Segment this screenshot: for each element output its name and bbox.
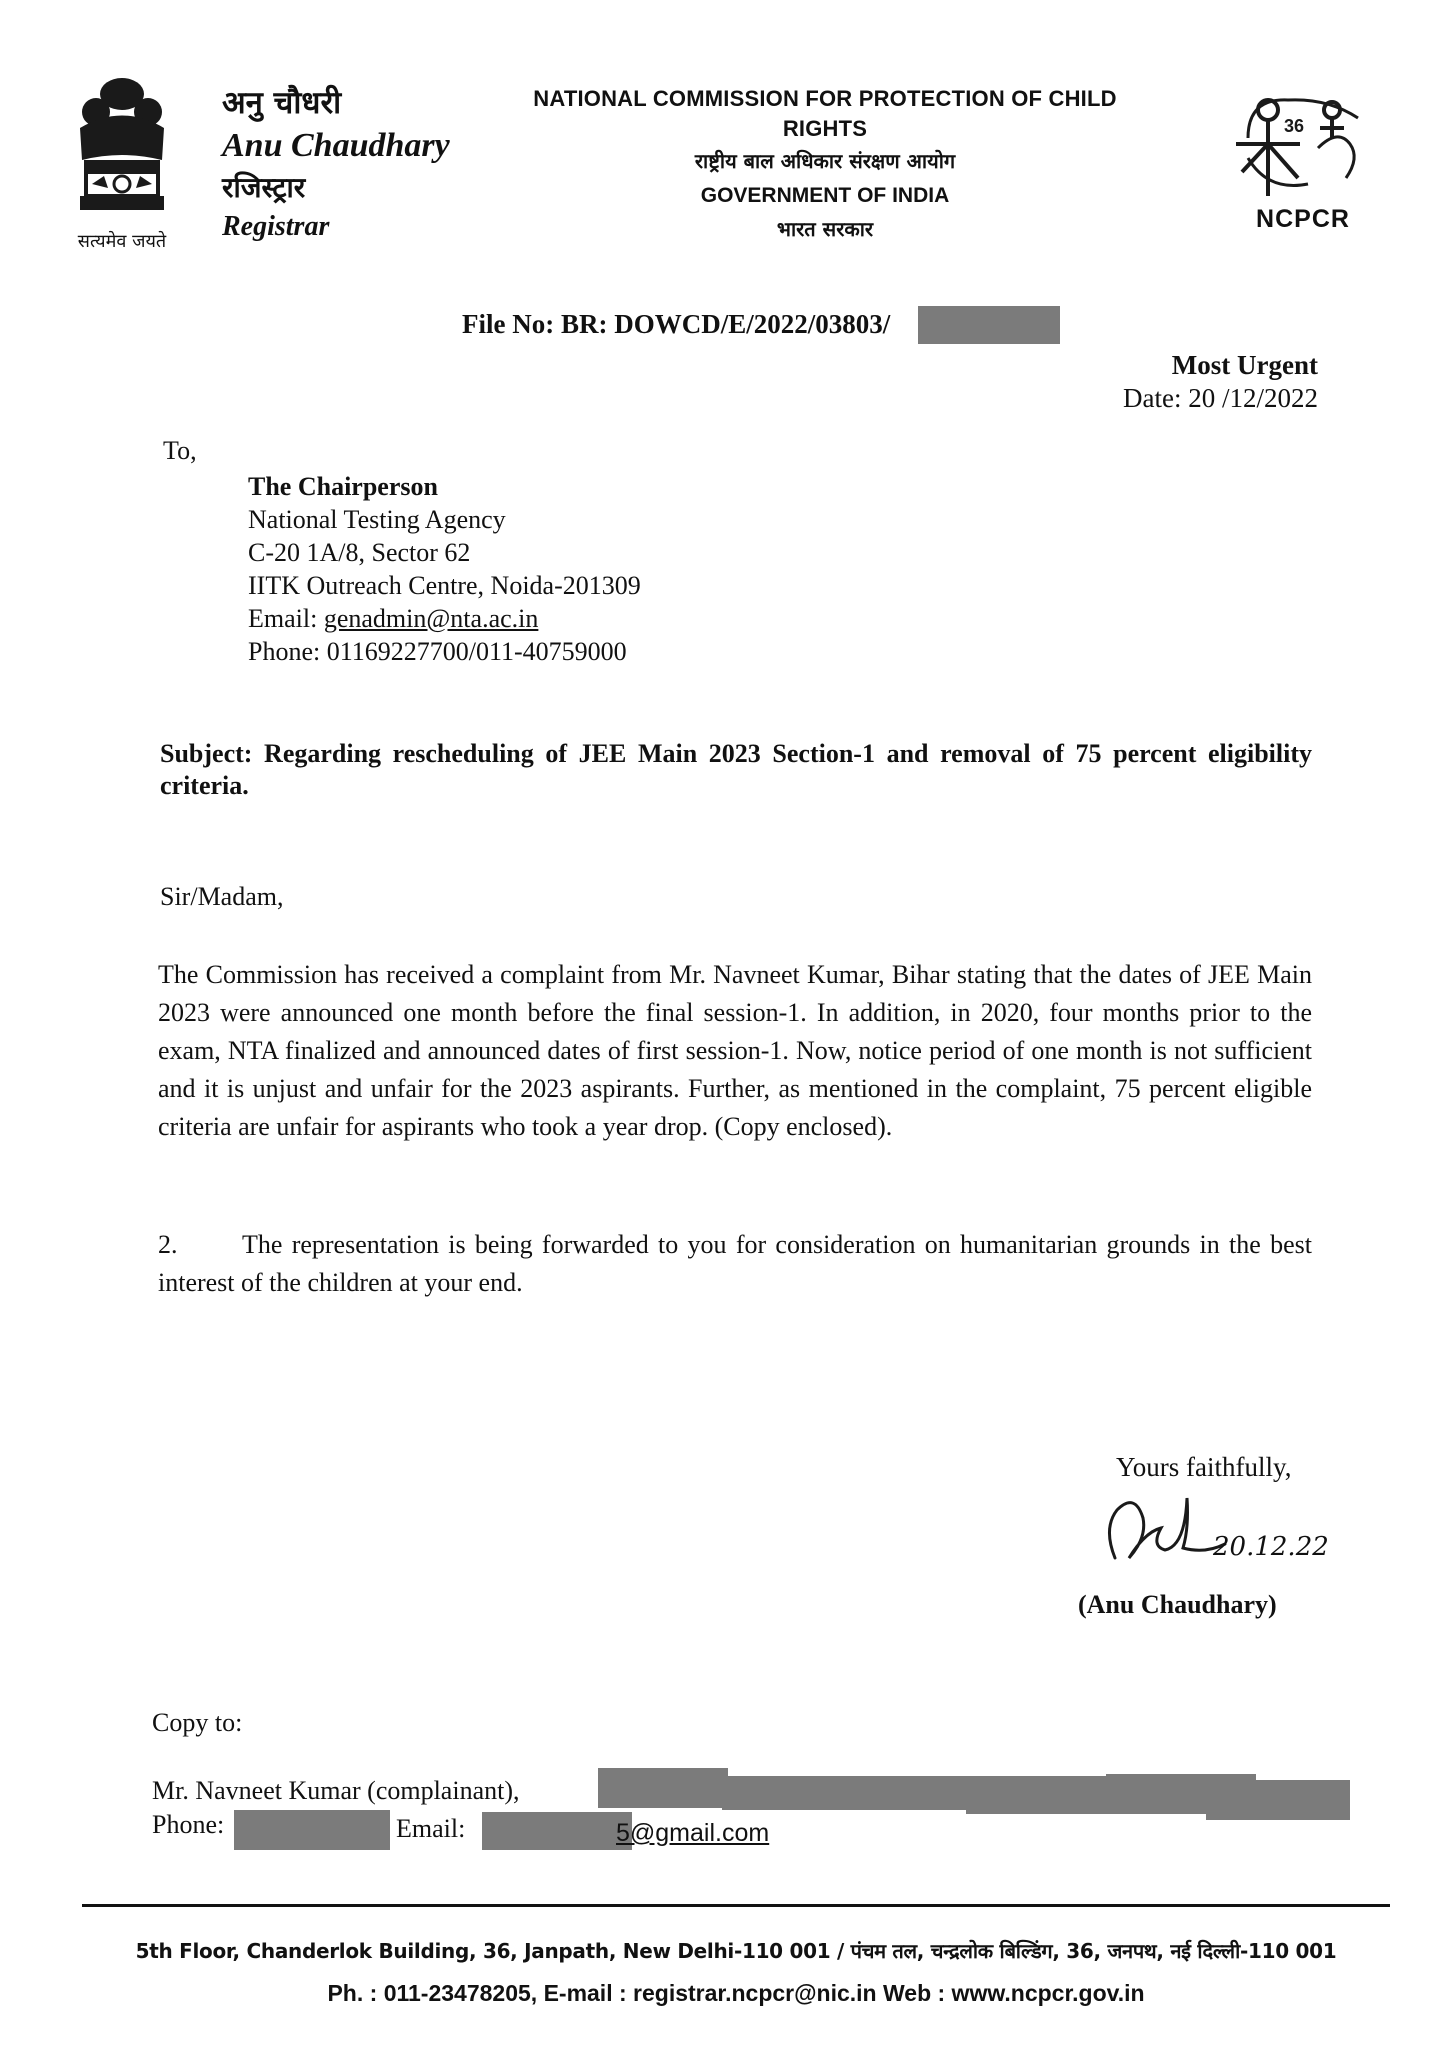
emblem-motto: सत्यमेव जयते (77, 231, 167, 252)
copy-to-email-partial: 5@gmail.com (616, 1819, 770, 1847)
addressee-block (248, 470, 641, 668)
national-emblem (62, 68, 182, 252)
government-label: GOVERNMENT OF INDIA (700, 184, 950, 207)
redacted-phone (234, 1810, 390, 1850)
signature (1095, 1488, 1365, 1578)
redacted-file-suffix (918, 306, 1060, 344)
registrar-name: Anu Chaudhary (222, 127, 450, 164)
email-label: Email: (248, 604, 324, 633)
salutation-to: To, (163, 436, 197, 465)
closing: Yours faithfully, (1116, 1452, 1292, 1482)
priority-label: Most Urgent (1171, 350, 1318, 380)
logo-mark-text: 36 (1284, 116, 1305, 136)
government-label-hindi: भारत सरकार (776, 217, 874, 241)
signature-date: 20.12.22 (1213, 1532, 1329, 1562)
registrar-title-hindi: रजिस्ट्रार (222, 171, 306, 204)
addressee-line: National Testing Agency (248, 505, 506, 534)
file-number: File No: BR: DOWCD/E/2022/03803/ (462, 309, 891, 339)
copy-to-label: Copy to: (152, 1708, 243, 1737)
redacted-address-3 (966, 1776, 1114, 1814)
subject-line: Subject: Regarding rescheduling of JEE Main 2023 Section-1 and removal of 75 percent eligibility criteria. (160, 739, 1312, 800)
organization-header (500, 84, 1150, 244)
addressee-title: The Chairperson (248, 472, 438, 501)
redacted-address-5 (1206, 1780, 1350, 1820)
addressee-phone: Phone: 01169227700/011-40759000 (248, 637, 627, 666)
addressee-line: IITK Outreach Centre, Noida-201309 (248, 571, 641, 600)
redacted-address-2 (722, 1776, 984, 1810)
signatory-name: (Anu Chaudhary) (1078, 1590, 1277, 1619)
addressee-email-link[interactable]: genadmin@nta.ac.in (323, 604, 539, 633)
greeting: Sir/Madam, (160, 882, 284, 911)
copy-to-phone-label: Phone: (152, 1810, 225, 1839)
registrar-block (222, 82, 450, 246)
body-paragraph-2-text: The representation is being forwarded to you for consideration on humanitarian grounds in the best interest of the children at your end. (158, 1230, 1312, 1297)
registrar-title: Registrar (222, 211, 330, 242)
body-paragraph-1: The Commission has received a complaint from Mr. Navneet Kumar, Bihar stating that the dates of JEE Main 2023 were announced one month before the final session-1. In addition, in 2020, four months prior to the exam, NTA finalized and announced dates of first session-1. Now, notice period of one month is not sufficient and it is unjust and unfair for the 2023 aspirants. Further, as mentioned in the complaint, 75 percent eligible criteria are unfair for aspirants who took a year drop. (Copy enclosed). (158, 960, 1312, 1141)
letter-date: Date: 20 /12/2022 (1123, 383, 1318, 413)
ncpcr-logo (1228, 88, 1378, 233)
copy-to-email-label: Email: (396, 1814, 466, 1843)
body-paragraph-2 (158, 1226, 1312, 1302)
registrar-name-hindi: अनु चौधरी (222, 85, 342, 121)
footer-divider (82, 1904, 1390, 1907)
addressee-line: C-20 1A/8, Sector 62 (248, 538, 471, 567)
addressee-email-row (248, 602, 641, 635)
organization-name-hindi: राष्ट्रीय बाल अधिकार संरक्षण आयोग (694, 149, 956, 173)
footer-contact: Ph. : 011-23478205, E-mail : registrar.ncpcr@nic.in Web : www.ncpcr.gov.in (327, 1980, 1145, 2006)
logo-text: NCPCR (1256, 205, 1350, 233)
footer-address: 5th Floor, Chanderlok Building, 36, Janpath, New Delhi-110 001 / पंचम तल, चन्द्रलोक बिल्डिंग, 36, जनपथ, नई दिल्ली-110 001 (135, 1939, 1337, 1963)
redacted-address-1 (598, 1768, 728, 1808)
body-paragraph-2-number: 2. (158, 1230, 178, 1259)
copy-to-name: Mr. Navneet Kumar (complainant), (152, 1776, 520, 1805)
redacted-email (482, 1812, 632, 1850)
organization-name: NATIONAL COMMISSION FOR PROTECTION OF CHILD RIGHTS (533, 86, 1117, 141)
